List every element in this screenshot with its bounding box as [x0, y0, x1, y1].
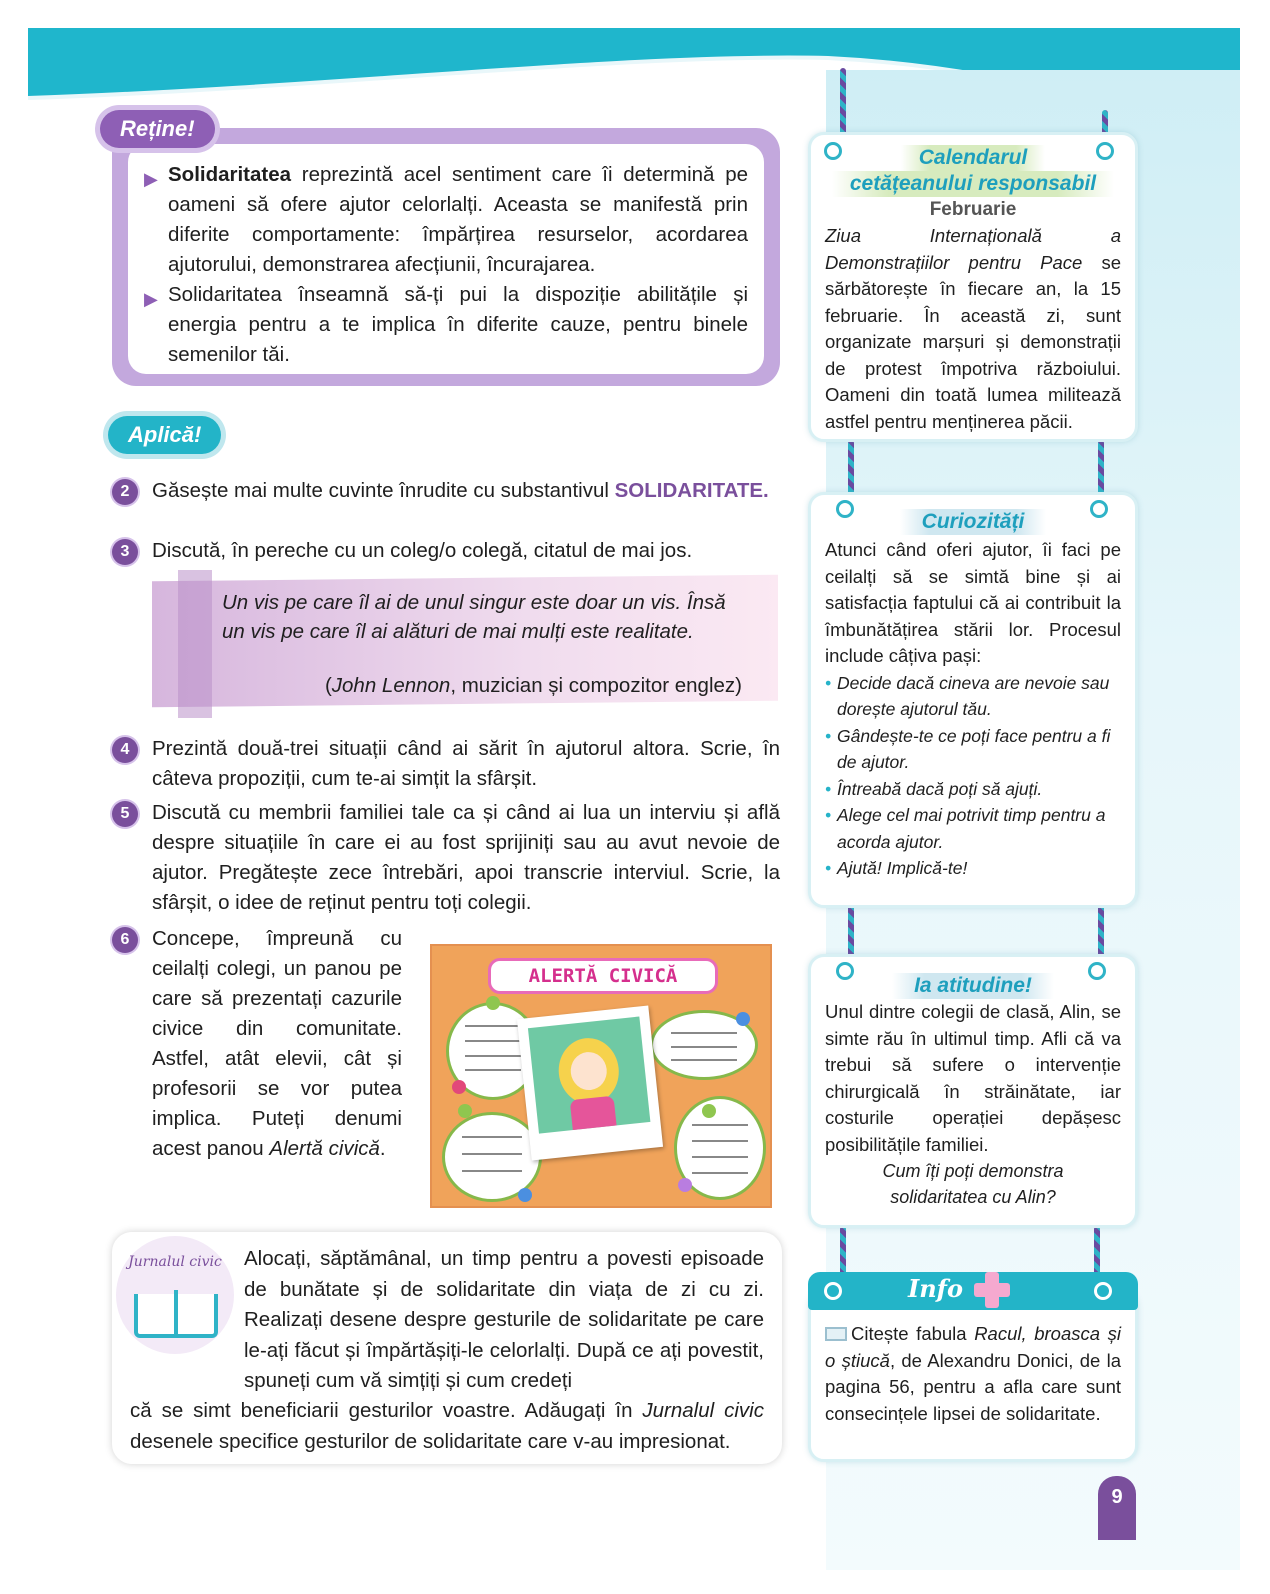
exercise-5-text: Discută cu membrii familiei tale ca și când ai lua un interviu și află despre situațiile în care ei au fost sprijiniți sau au avut nevoie de ajutor. Pregătește zece întrebări, apoi transcrie interviul. Scrie, la sfârșit, o idee de reținut pentru toți colegii. [152, 801, 780, 914]
exercise-6-text [152, 924, 402, 1164]
exercise-4 [112, 734, 780, 794]
poster-title: ALERTĂ CIVICĂ [488, 958, 718, 994]
exercise-number: 2 [112, 479, 138, 505]
ex6-text: Concepe, împreună cu ceilalți colegi, un panou pe care să prezentați cazurile civice din comunitate. Astfel, atât elevii, cât și profesorii se vor putea implica. Puteți denumi acest panou [152, 927, 402, 1160]
exercise-3 [112, 536, 780, 566]
ring [1090, 500, 1108, 518]
calendar-italic: Ziua Internațională a Demonstrațiilor pentru Pace [825, 225, 1121, 273]
journal-text-2b: desenele specifice gesturilor de solidaritate care v-au impresionat. [130, 1429, 731, 1453]
triangle-bullet-icon: ▶ [144, 289, 158, 309]
journal-text-end [130, 1396, 764, 1457]
list-item: • Decide dacă cineva are nevoie sau dorește ajutorul tău. [825, 670, 1121, 723]
curiozitati-steps [811, 670, 1135, 882]
info-text-b: , de Alexandru Donici, de la pagina 56, pentru a afla care sunt consecințele lipsei de solidaritate. [825, 1349, 1121, 1424]
pin-icon [678, 1178, 692, 1192]
exercise-number: 5 [112, 801, 138, 827]
retine-term: Solidaritatea [168, 163, 292, 186]
exercise-2-text [152, 476, 780, 506]
author-name: John Lennon [331, 674, 451, 697]
atitudine-title-row [811, 973, 1135, 999]
info-card [808, 1290, 1138, 1462]
exercise-5 [112, 798, 780, 918]
info-title: Info [908, 1274, 964, 1303]
quote-text: Un vis pe care îl ai de unul singur este doar un vis. Însă un vis pe care îl ai alături de mai mulți este realitate. [222, 591, 726, 643]
calendar-text [811, 223, 1135, 435]
exercise-6 [112, 924, 402, 1164]
info-text [811, 1321, 1135, 1427]
journal-text-2a: că se simt beneficiarii gesturilor voastre. Adăugați în [130, 1399, 643, 1422]
triangle-bullet-icon: ▶ [144, 169, 158, 189]
calendar-title [811, 145, 1135, 197]
atitudine-title: Ia atitudine! [892, 973, 1054, 999]
curiozitati-title: Curiozități [900, 509, 1047, 535]
calendar-month: Februarie [929, 199, 1017, 220]
retine-p1-text: reprezintă acel sentiment care îi determină pe oameni să ofere ajutor celorlalți. Aceasta se manifestă prin diferite comportamente: împărțirea resurselor, acordarea ajutorului, demonstrarea afecțiunii, încurajarea. [168, 163, 748, 276]
calendar-title-line1: Calendarul [901, 145, 1046, 171]
info-header [808, 1272, 1138, 1310]
aplica-label: Aplică! [108, 416, 221, 454]
pin-icon [736, 1012, 750, 1026]
retine-paragraph-2 [144, 280, 748, 370]
quote-box [152, 578, 778, 708]
list-item: • Alege cel mai potrivit timp pentru a acorda ajutor. [825, 802, 1121, 855]
author-rest: , muzician și compozitor englez) [450, 674, 742, 697]
exercise-2 [112, 476, 780, 506]
info-italic: Racul, broasca și o știucă [825, 1323, 1121, 1371]
calendar-title-line2: cetățeanului responsabil [832, 171, 1114, 197]
exercise-number: 3 [112, 539, 138, 565]
alerta-civica-poster [430, 944, 772, 1208]
atitudine-question: Cum îți poți demonstra solidaritatea cu Alin? [882, 1161, 1064, 1207]
journal-italic: Jurnalul civic [642, 1399, 764, 1422]
ring [836, 962, 854, 980]
ring [824, 1282, 842, 1300]
pin-icon [518, 1188, 532, 1202]
ex6-end: . [379, 1137, 386, 1160]
ring [1088, 962, 1106, 980]
calendar-card [808, 132, 1138, 442]
curiozitati-text: Atunci când oferi ajutor, îi faci pe ceilalți să se simtă bine și ai satisfacția faptului că ai contribuit la îmbunătățirea stării lor. Procesul include câțiva pași: [825, 539, 1121, 666]
medical-cross-icon [974, 1272, 1010, 1308]
quote-bar [178, 570, 212, 718]
book-icon [825, 1327, 847, 1341]
exercise-4-text: Prezintă două-trei situații când ai sărit în ajutorul altora. Scrie, în câteva propoziții, cum te-ai simțit la sfârșit. [152, 737, 780, 790]
curiozitati-title-row [811, 509, 1135, 535]
retine-p2-text: Solidaritatea înseamnă să-ți pui la dispoziție abilitățile și energia pentru a te implica în diferite cauze, pentru binele semenilor tăi. [168, 283, 748, 366]
retine-label: Reține! [100, 110, 215, 148]
author-open: ( [324, 674, 332, 697]
list-item: • Gândește-te ce poți face pentru a fi de ajutor. [825, 723, 1121, 776]
atitudine-text: Unul dintre colegii de clasă, Alin, se simte rău în ultimul timp. Afli că va trebui să sufere o intervenție chirurgicală în străinătate, iar costurile operației depășesc posibilitățile familiei. [825, 1001, 1121, 1155]
pin-icon [486, 996, 500, 1010]
retine-box [128, 144, 764, 374]
list-item: • Întreabă dacă poți să ajuți. [825, 776, 1121, 803]
ring [1096, 142, 1114, 160]
journal-book-icon [116, 1236, 234, 1354]
ex2-word: SOLIDARITATE. [614, 479, 769, 502]
quote-author [292, 674, 742, 698]
ex2-text: Găsește mai multe cuvinte înrudite cu substantivul [152, 479, 615, 502]
journal-text: Alocați, săptămânal, un timp pentru a povesti episoade de bunătate și de solidaritate din viața de zi cu zi. Realizați desene despre gesturile de solidaritate pe care le-ați făcut și împărtășiți-le celorlalți. După ce ați povestit, spuneți cum vă simțiți și cum credeți [244, 1247, 764, 1392]
atitudine-card [808, 954, 1138, 1228]
retine-paragraph-1 [144, 160, 748, 280]
poster-photo [517, 1005, 663, 1160]
ring [836, 500, 854, 518]
calendar-body: se sărbătorește în fiecare an, la 15 februarie. În această zi, sunt organizate marșuri și demonstrații de protest împotriva războiului. Oameni din toată lumea militează astfel pentru menținerea păcii. [825, 251, 1121, 432]
pin-icon [458, 1104, 472, 1118]
ring [1094, 1282, 1112, 1300]
list-item: • Ajută! Implică-te! [825, 855, 1121, 882]
pin-icon [702, 1104, 716, 1118]
ex6-italic: Alertă civică [269, 1137, 380, 1160]
journal-icon-text: Jurnalul civic [128, 1254, 222, 1270]
curiozitati-card [808, 492, 1138, 908]
pin-icon [452, 1080, 466, 1094]
exercise-number: 6 [112, 927, 138, 953]
exercise-number: 4 [112, 737, 138, 763]
page-number: 9 [1098, 1476, 1136, 1540]
exercise-3-text: Discută, în pereche cu un coleg/o colegă, citatul de mai jos. [152, 539, 693, 562]
ring [824, 142, 842, 160]
info-text-a: Citește fabula [851, 1323, 975, 1344]
